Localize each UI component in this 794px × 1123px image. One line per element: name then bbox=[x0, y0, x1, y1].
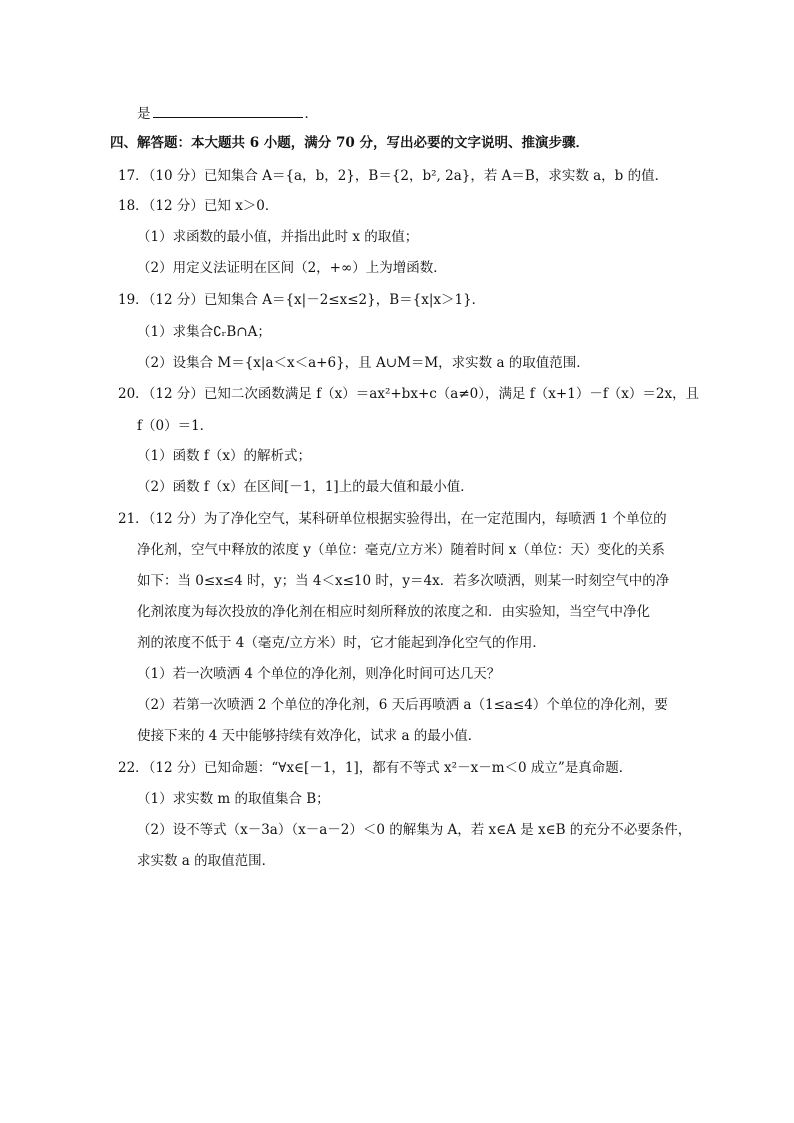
question-17: 17．（10 分）已知集合 A＝{a，b，2}，B＝{2，b², 2a}，若 A＝B，求实数 a，b 的值． bbox=[118, 168, 669, 184]
question-21-line-4: 化剂浓度为每次投放的净化剂在相应时刻所释放的浓度之和．由实验知，当空气中净化 bbox=[137, 604, 650, 620]
question-20-stem-line-2: f（0）＝1． bbox=[137, 418, 214, 434]
question-20-part-2: （2）函数 f（x）在区间[－1，1]上的最大值和最小值． bbox=[137, 479, 474, 495]
question-18-part-1: （1）求函数的最小值，并指出此时 x 的取值； bbox=[137, 229, 419, 245]
question-21-part-1: （1）若一次喷洒 4 个单位的净化剂，则净化时间可达几天？ bbox=[137, 666, 501, 682]
question-21-line-3: 如下：当 0≤x≤4 时，y；当 4＜x≤10 时，y＝4x．若多次喷洒，则某一时刻空气中的净 bbox=[137, 573, 670, 589]
question-22-part-2-line-1: （2）设不等式（x－3a）（x－a－2）＜0 的解集为 A，若 x∈A 是 x∈B 的充分不必要条件， bbox=[137, 822, 692, 838]
question-22-part-2-line-2: 求实数 a 的取值范围． bbox=[137, 853, 276, 869]
question-18-stem: 18．（12 分）已知 x＞0． bbox=[118, 198, 279, 214]
question-19-part-2: （2）设集合 M＝{x|a＜x＜a+6}，且 A∪M＝M，求实数 a 的取值范围． bbox=[137, 355, 590, 371]
question-20-stem-line-1: 20．（12 分）已知二次函数满足 f（x）＝ax²+bx+c（a≠0），满足 f（x+1）－f（x）＝2x，且 bbox=[118, 386, 700, 402]
question-18-part-2: （2）用定义法证明在区间（2，+∞）上为增函数． bbox=[137, 260, 447, 276]
question-21-line-1: 21．（12 分）为了净化空气，某科研单位根据实验得出，在一定范围内，每喷洒 1 个单位的 bbox=[118, 511, 667, 527]
section-title: 四、解答题：本大题共 6 小题，满分 70 分，写出必要的文字说明、推演步骤． bbox=[110, 135, 589, 151]
answer-suffix: ． bbox=[304, 106, 318, 122]
question-21-part-2-line-1: （2）若第一次喷洒 2 个单位的净化剂，6 天后再喷洒 a（1≤a≤4）个单位的净化剂，要 bbox=[137, 697, 668, 713]
question-20-part-1: （1）函数 f（x）的解析式； bbox=[137, 448, 311, 464]
answer-blank[interactable] bbox=[153, 103, 303, 118]
question-21-line-2: 净化剂，空气中释放的浓度 y（单位：毫克/立方米）随着时间 x（单位：天）变化的关系 bbox=[137, 542, 665, 558]
question-19-stem: 19．（12 分）已知集合 A＝{x|－2≤x≤2}，B＝{x|x＞1}． bbox=[118, 292, 486, 308]
answer-prefix: 是 bbox=[137, 106, 151, 122]
question-22-stem: 22．（12 分）已知命题：“∀x∈[－1，1]，都有不等式 x²－x－m＜0 成立”是真命题． bbox=[118, 760, 633, 776]
question-19-part-1: （1）求集合∁ᵣB∩A； bbox=[137, 324, 271, 340]
question-22-part-1: （1）求实数 m 的取值集合 B； bbox=[137, 791, 330, 807]
question-21-part-2-line-2: 使接下来的 4 天中能够持续有效净化，试求 a 的最小值． bbox=[137, 728, 482, 744]
fill-in-answer-line bbox=[137, 103, 318, 124]
question-21-line-5: 剂的浓度不低于 4（毫克/立方米）时，它才能起到净化空气的作用． bbox=[137, 635, 546, 651]
